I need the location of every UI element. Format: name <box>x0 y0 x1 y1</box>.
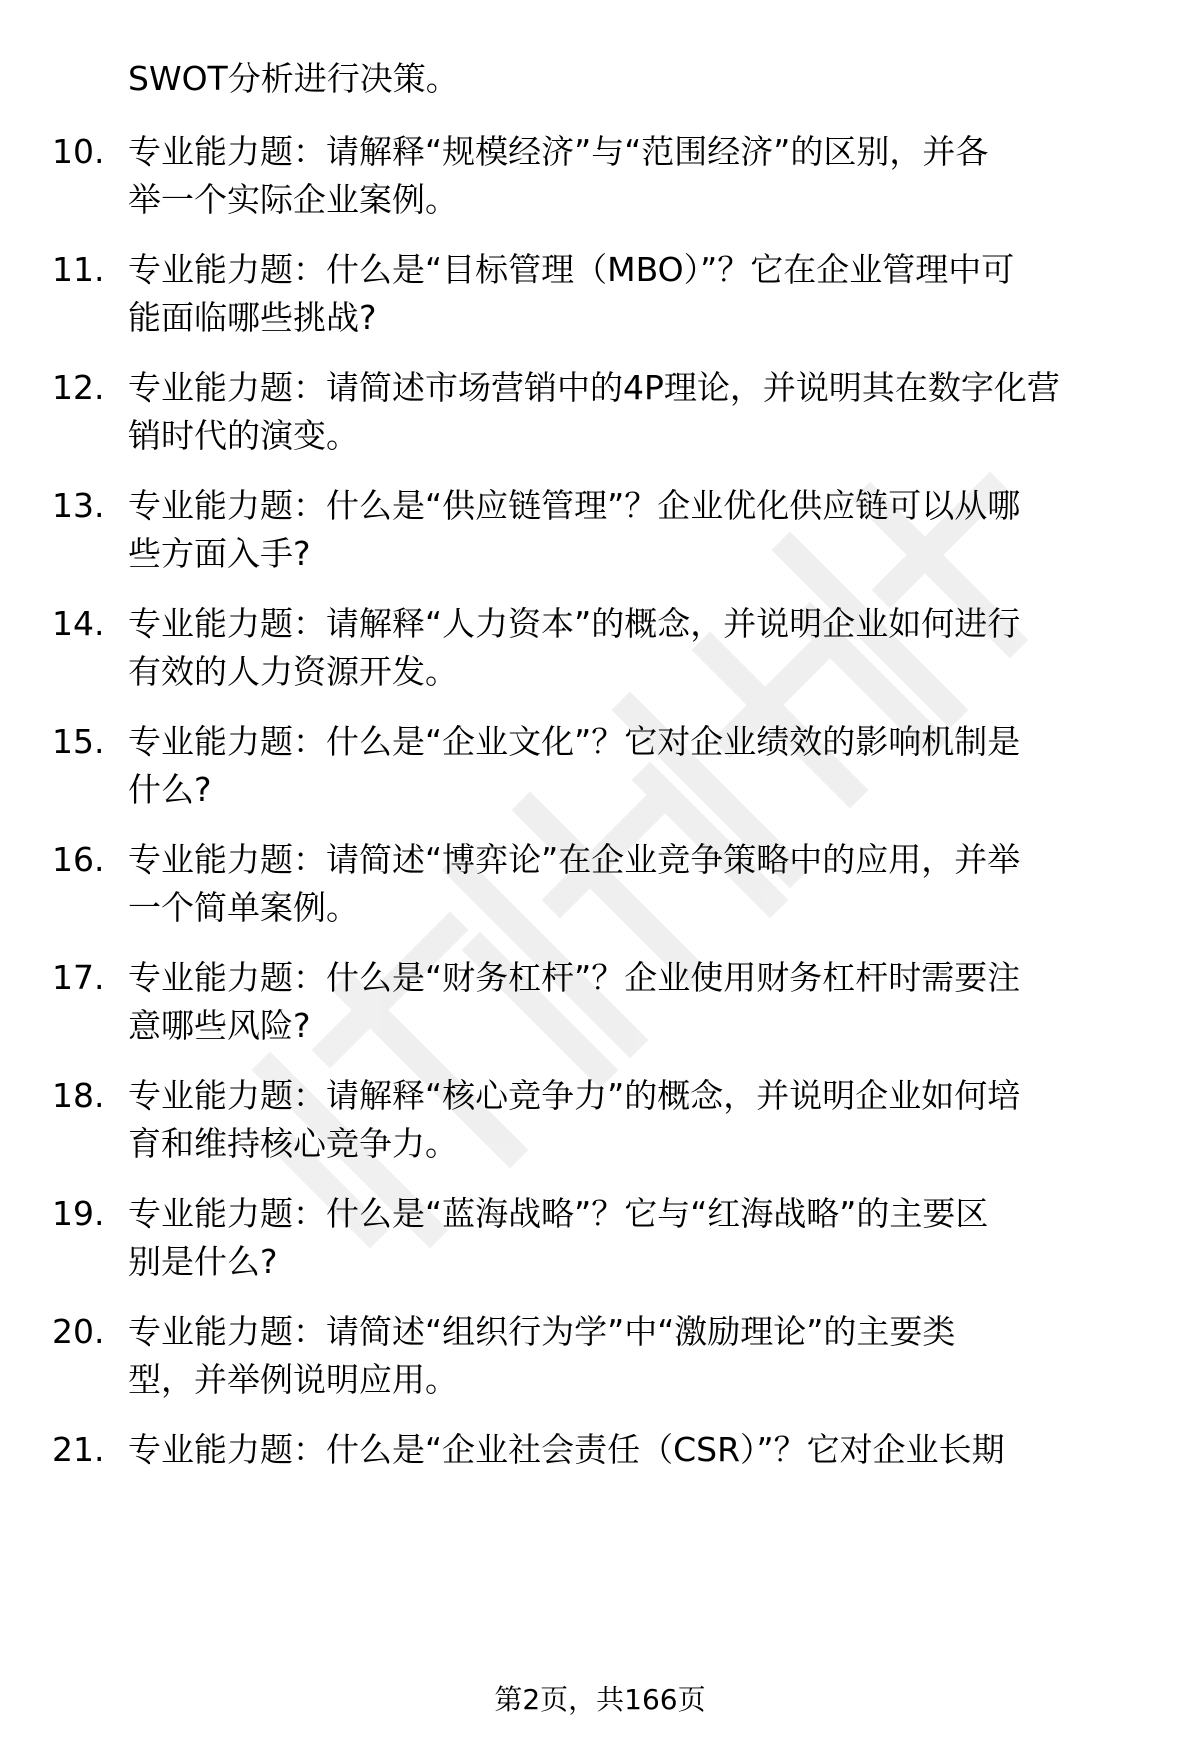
question-number: 21. <box>52 1430 105 1469</box>
question-number: 20. <box>52 1312 105 1351</box>
question-text-line1: 专业能力题：什么是“财务杠杆”？企业使用财务杠杆时需要注 <box>128 958 1021 997</box>
question-number: 19. <box>52 1194 105 1233</box>
question-number: 13. <box>52 486 105 525</box>
question-text-line2: 别是什么? <box>128 1242 278 1281</box>
question-number: 11. <box>52 250 105 289</box>
question-number: 16. <box>52 840 105 879</box>
question-text-line1: 专业能力题：什么是“企业文化”？它对企业绩效的影响机制是 <box>128 722 1021 761</box>
question-text-line2: 育和维持核心竞争力。 <box>128 1124 458 1163</box>
question-number: 17. <box>52 958 105 997</box>
question-number: 12. <box>52 368 105 407</box>
page-number-footer: 第2页，共166页 <box>494 1683 706 1716</box>
question-text-line2: 型，并举例说明应用。 <box>128 1360 458 1399</box>
question-text-line2: 什么? <box>128 770 212 809</box>
question-text-line2: 举一个实际企业案例。 <box>128 180 458 219</box>
question-text-line2: 有效的人力资源开发。 <box>128 652 458 691</box>
question-text-line1: 专业能力题：请解释“规模经济”与“范围经济”的区别，并各 <box>128 132 989 171</box>
question-text-line1: 专业能力题：请解释“核心竞争力”的概念，并说明企业如何培 <box>128 1076 1021 1115</box>
question-text-line2: 一个简单案例。 <box>128 888 359 927</box>
question-text-line1: 专业能力题：请解释“人力资本”的概念，并说明企业如何进行 <box>128 604 1021 643</box>
question-text-line1: 专业能力题：请简述市场营销中的4P理论，并说明其在数字化营 <box>128 368 1060 407</box>
question-text-line2: 能面临哪些挑战? <box>128 298 377 337</box>
question-number: 14. <box>52 604 105 643</box>
question-text-line1: 专业能力题：什么是“目标管理（MBO）”？它在企业管理中可 <box>128 250 1015 289</box>
question-number: 18. <box>52 1076 105 1115</box>
question-text-line2: 些方面入手? <box>128 534 311 573</box>
question-text-line1: 专业能力题：请简述“组织行为学”中“激励理论”的主要类 <box>128 1312 956 1351</box>
question-number: 10. <box>52 132 105 171</box>
question-text-line2: 意哪些风险? <box>128 1006 311 1045</box>
question-text-line1: 专业能力题：什么是“蓝海战略”？它与“红海战略”的主要区 <box>128 1194 989 1233</box>
question-text-line1: 专业能力题：什么是“供应链管理”？企业优化供应链可以从哪 <box>128 486 1021 525</box>
question-text-line2: 销时代的演变。 <box>128 416 359 455</box>
intro-line: SWOT分析进行决策。 <box>128 59 459 98</box>
question-number: 15. <box>52 722 105 761</box>
question-text-line1: 专业能力题：什么是“企业社会责任（CSR）”？它对企业长期 <box>128 1430 1005 1469</box>
question-text-line1: 专业能力题：请简述“博弈论”在企业竞争策略中的应用，并举 <box>128 840 1021 879</box>
